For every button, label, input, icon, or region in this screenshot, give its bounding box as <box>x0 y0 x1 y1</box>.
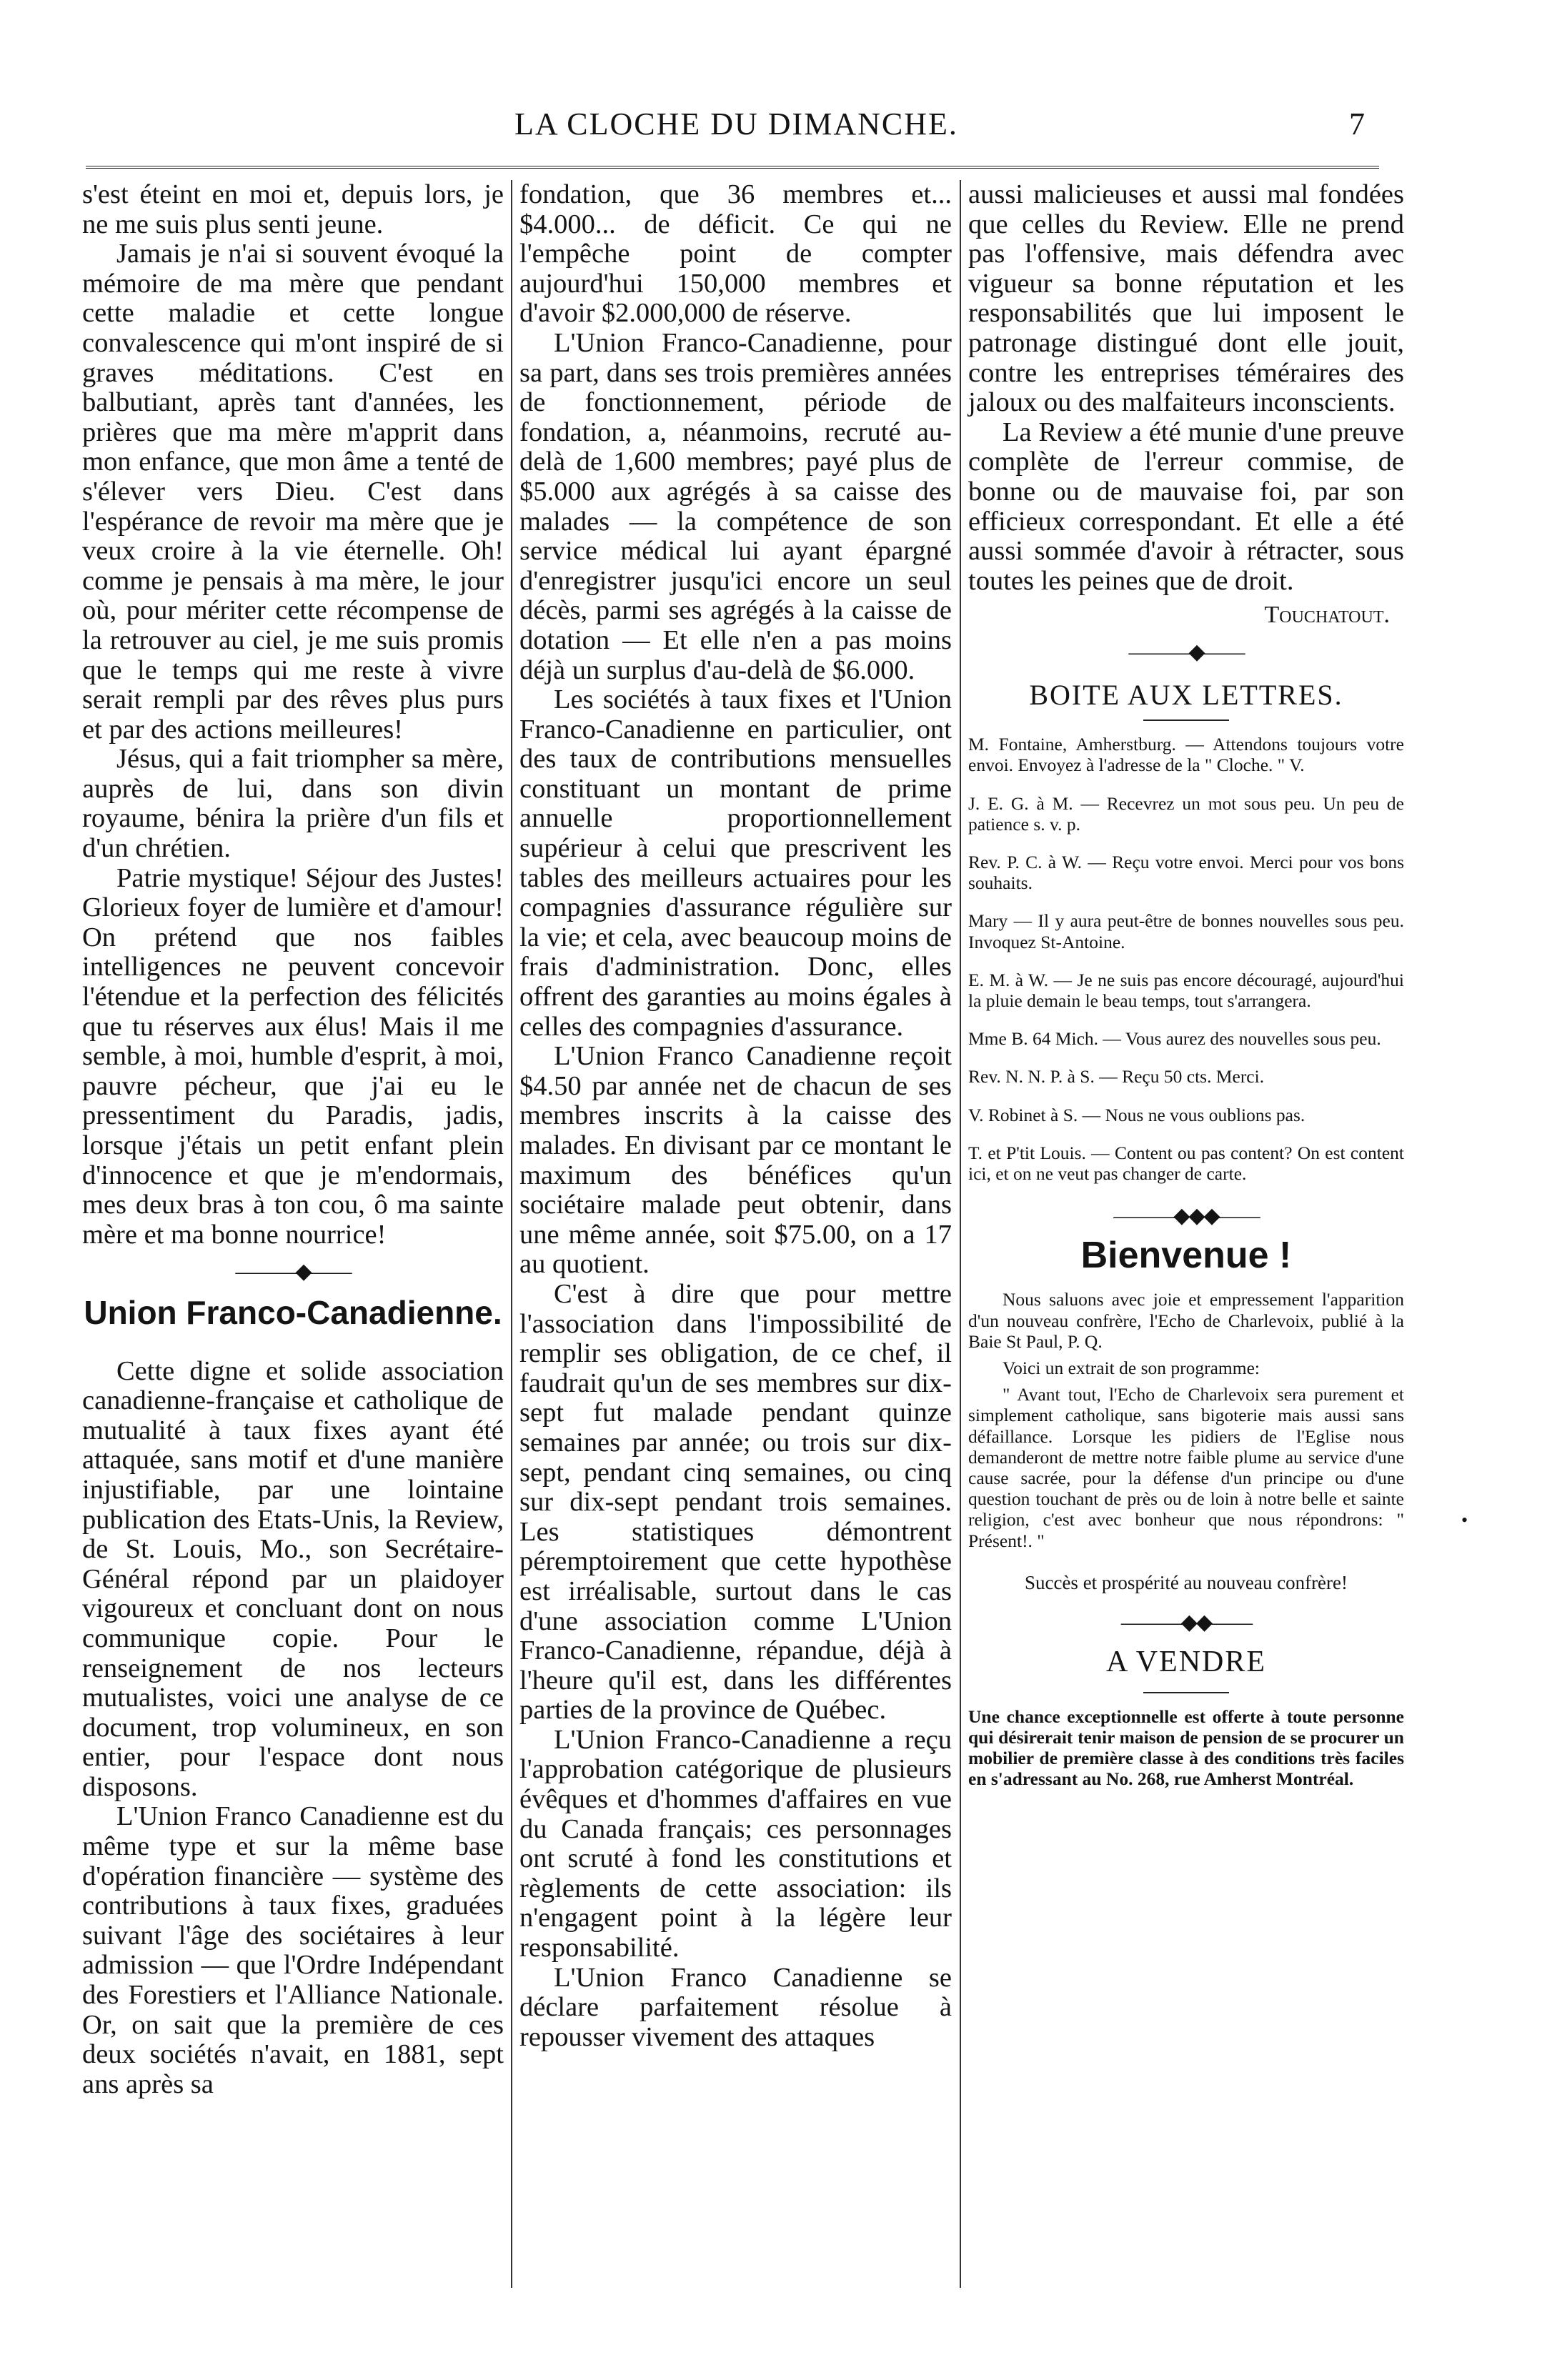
paragraph: Jésus, qui a fait triompher sa mère, auprès de lui, dans son divin royaume, bénira la prière d'un fils et d'un chrétien. <box>82 744 504 864</box>
sale-notice: Une chance exceptionnelle est offerte à toute personne qui désirerait tenir maison de pension de se procurer un mobilier de première classe à des conditions très faciles en s'adressant au No. 268, rue Amherst Montréal. <box>968 1706 1404 1790</box>
paragraph: fondation, que 36 membres et... $4.000... de déficit. Ce qui ne l'empêche point de compter aujourd'hui 150,000 membres et d'avoir $2.000,000 de réserve. <box>519 179 952 329</box>
short-rule <box>1143 1692 1229 1693</box>
paragraph: Cette digne et solide association canadienne-française et catholique de mutualité à taux fixes ayant été attaquée, sans motif et d'une manière injustifiable, par une lointaine publication des Etats-Unis, la Review, de St. Louis, Mo., son Secrétaire-Général répond par un plaidoyer vigoureux et concluant dont on nous communique copie. Pour le renseignement de nos lecteurs mutualistes, voici une analyse de ce document, trop volumineux, en son entier, pour l'espace dont nous disposons. <box>82 1355 504 1802</box>
letter-entry: T. et P'tit Louis. — Content ou pas content? On est content ici, et on ne veut pas changer de carte. <box>968 1142 1404 1184</box>
letter-entry: Rev. P. C. à W. — Reçu votre envoi. Merci pour vos bons souhaits. <box>968 851 1404 894</box>
paragraph: La Review a été munie d'une preuve complète de l'erreur commise, de bonne ou de mauvaise foi, par son efficieux correspondant. Et elle a été aussi sommée d'avoir à rétracter, sous toutes les peines que de droit. <box>968 417 1404 596</box>
column-separator <box>960 180 961 2288</box>
paragraph: Jamais je n'ai si souvent évoqué la mémoire de ma mère que pendant cette maladie et cette longue convalescence qui m'ont inspiré de si graves méditations. C'est en balbutiant, après tant d'années, les prières que ma mère m'apprit dans mon enfance, que mon âme a tenté de s'élever vers Dieu. C'est dans l'espérance de revoir ma mère que je veux croire à la vie éternelle. Oh! comme je pensais à ma mère, le jour où, pour mériter cette récompense de la retrouver au ciel, je me suis promis que le temps qui me reste à vivre serait rempli par des rêves plus purs et par des actions meilleures! <box>82 239 504 745</box>
letter-entry: V. Robinet à S. — Nous ne vous oublions pas. <box>968 1104 1305 1125</box>
letters-list <box>968 734 1404 1184</box>
column-separator <box>511 180 512 2288</box>
journal-title: LA CLOCHE DU DIMANCHE. <box>514 106 958 141</box>
letter-entry: Mary — Il y aura peut-être de bonnes nouvelles sous peu. Invoquez St-Antoine. <box>968 910 1404 952</box>
page-number: 7 <box>1349 106 1365 141</box>
paragraph: s'est éteint en moi et, depuis lors, je ne me suis plus senti jeune. <box>82 179 504 239</box>
paragraph: L'Union Franco-Canadienne a reçu l'approbation catégorique de plusieurs évêques et d'hommes d'affaires en vue du Canada français; ces personnages ont scruté à fond les constitutions et règlements de cette association: ils n'engagent point à la légère leur responsabilité. <box>519 1724 952 1963</box>
column-2 <box>519 180 952 2052</box>
bienvenue-article <box>968 1289 1404 1550</box>
stray-mark: • <box>1461 1510 1468 1530</box>
paragraph: Nous saluons avec joie et empressement l'apparition d'un nouveau confrère, l'Echo de Charlevoix, publié à la Baie St Paul, P. Q. <box>968 1289 1404 1352</box>
paragraph: aussi malicieuses et aussi mal fondées que celles du Review. Elle ne prend pas l'offensive, mais défendra avec vigueur sa bonne réputation et les responsabilités que lui imposent le patronage distingué dont elle jouit, contre les entreprises téméraires des jaloux ou des malfaiteurs inconscients. <box>968 179 1404 418</box>
column-3 <box>968 180 1404 1789</box>
paragraph: Voici un extrait de son programme: <box>1003 1357 1260 1378</box>
letter-entry: M. Fontaine, Amherstburg. — Attendons toujours votre envoi. Envoyez à l'adresse de la " Cloche. " V. <box>968 734 1404 776</box>
article-heading: Union Franco-Canadienne. <box>84 1293 502 1331</box>
header-rule <box>86 166 1379 169</box>
paragraph: L'Union Franco Canadienne se déclare parfaitement résolue à repousser vivement des attaques <box>519 1962 952 2052</box>
letters-heading: BOITE AUX LETTRES. <box>1029 678 1343 711</box>
bienvenue-heading: Bienvenue ! <box>1080 1234 1292 1276</box>
ornament-divider: ———◆—— <box>235 1260 351 1284</box>
letter-entry: Rev. N. N. P. à S. — Reçu 50 cts. Merci. <box>968 1066 1265 1087</box>
letter-entry: J. E. G. à M. — Recevrez un mot sous peu. Un peu de patience s. v. p. <box>968 792 1404 835</box>
ornament-divider: ———◆◆—— <box>1120 1610 1252 1635</box>
letter-entry: E. M. à W. — Je ne suis pas encore découragé, aujourd'hui la pluie demain le beau temps, tout s'arrangera. <box>968 969 1404 1011</box>
running-head <box>0 106 1547 156</box>
paragraph: L'Union Franco-Canadienne, pour sa part, dans ses trois premières années de fonctionnement, période de fondation, a, néanmoins, recruté au-delà de 1,600 membres; payé plus de $5.000 aux agrégés à sa caisse des malades — la compétence de son service médical lui ayant épargné d'enregistrer jusqu'ici encore un seul décès, parmi ses agrégés à la caisse de dotation — Et elle n'en a pas moins déjà un surplus d'au-delà de $6.000. <box>519 327 952 685</box>
paragraph: C'est à dire que pour mettre l'association dans l'impossibilité de remplir ses obligation, de ce chef, il faudrait qu'un de ses membres sur dix-sept fut malade pendant quinze semaines par année; ou trois sur dix-sept, pendant cinq semaines, ou cinq sur dix-sept pendant trois semaines. Les statistiques démontrent péremptoirement que cette hypothèse est irréalisable, surtout dans le cas d'une association comme L'Union Franco-Canadienne, répandue, déjà à l'heure qu'il est, dans les différentes parties de la province de Québec. <box>519 1278 952 1726</box>
paragraph: L'Union Franco Canadienne reçoit $4.50 par année net de chacun de ses membres inscrits à la caisse des malades. En divisant par ce montant le maximum des bénéfices qu'un sociétaire malade peut obtenir, dans une même année, soit $75.00, on a 17 au quotient. <box>519 1041 952 1280</box>
short-rule <box>1143 720 1229 721</box>
ornament-divider: ———◆—— <box>1128 639 1244 664</box>
paragraph: Les sociétés à taux fixes et l'Union Franco-Canadienne en particulier, ont des taux de contributions mensuelles constituant un montant de prime annuelle proportionnellement supérieur à celui que prescrivent les tables des meilleurs actuaires pour les compagnies d'assurance régulière sur la vie; et cela, avec beaucoup moins de frais d'administration. Donc, elles offrent des garanties au moins égales à celles des compagnies d'assurance. <box>519 684 952 1042</box>
signature: Touchatout. <box>1264 602 1390 629</box>
closing-line: Succès et prospérité au nouveau confrère! <box>1024 1571 1348 1593</box>
letter-entry: Mme B. 64 Mich. — Vous aurez des nouvelles sous peu. <box>968 1028 1381 1050</box>
paragraph: L'Union Franco Canadienne est du même type et sur la même base d'opération financière — système des contributions à taux fixes, graduées suivant l'âge des sociétaires à leur admission — que l'Ordre Indépendant des Forestiers et l'Alliance Nationale. Or, on sait que la première de ces deux sociétés n'avait, en 1881, sept ans après sa <box>82 1801 504 2099</box>
ornament-divider: ———◆◆◆—— <box>1113 1204 1259 1228</box>
paragraph: Patrie mystique! Séjour des Justes! Glorieux foyer de lumière et d'amour! On prétend que nos faibles intelligences ne peuvent concevoir l'étendue et la perfection des félicités que tu réserves aux élus! Mais il me semble, à moi, humble d'esprit, à moi, pauvre pécheur, que j'ai eu le pressentiment du Paradis, jadis, lorsque j'étais un petit enfant plein d'innocence et que je m'endormais, mes deux bras à ton cou, ô ma sainte mère et ma bonne nourrice! <box>82 862 504 1250</box>
column-1 <box>82 180 504 2099</box>
sale-heading: A VENDRE <box>1105 1645 1267 1678</box>
paragraph: " Avant tout, l'Echo de Charlevoix sera purement et simplement catholique, sans bigoterie mais aussi sans défaillance. Lorsque les pidiers de l'Eglise nous demanderont de mettre notre faible plume au service d'une cause sacrée, pour la défense d'un principe ou d'une question touchant de près ou de loin à notre belle et sainte religion, c'est avec bonheur que nous répondrons: " Présent!. " <box>968 1384 1404 1551</box>
